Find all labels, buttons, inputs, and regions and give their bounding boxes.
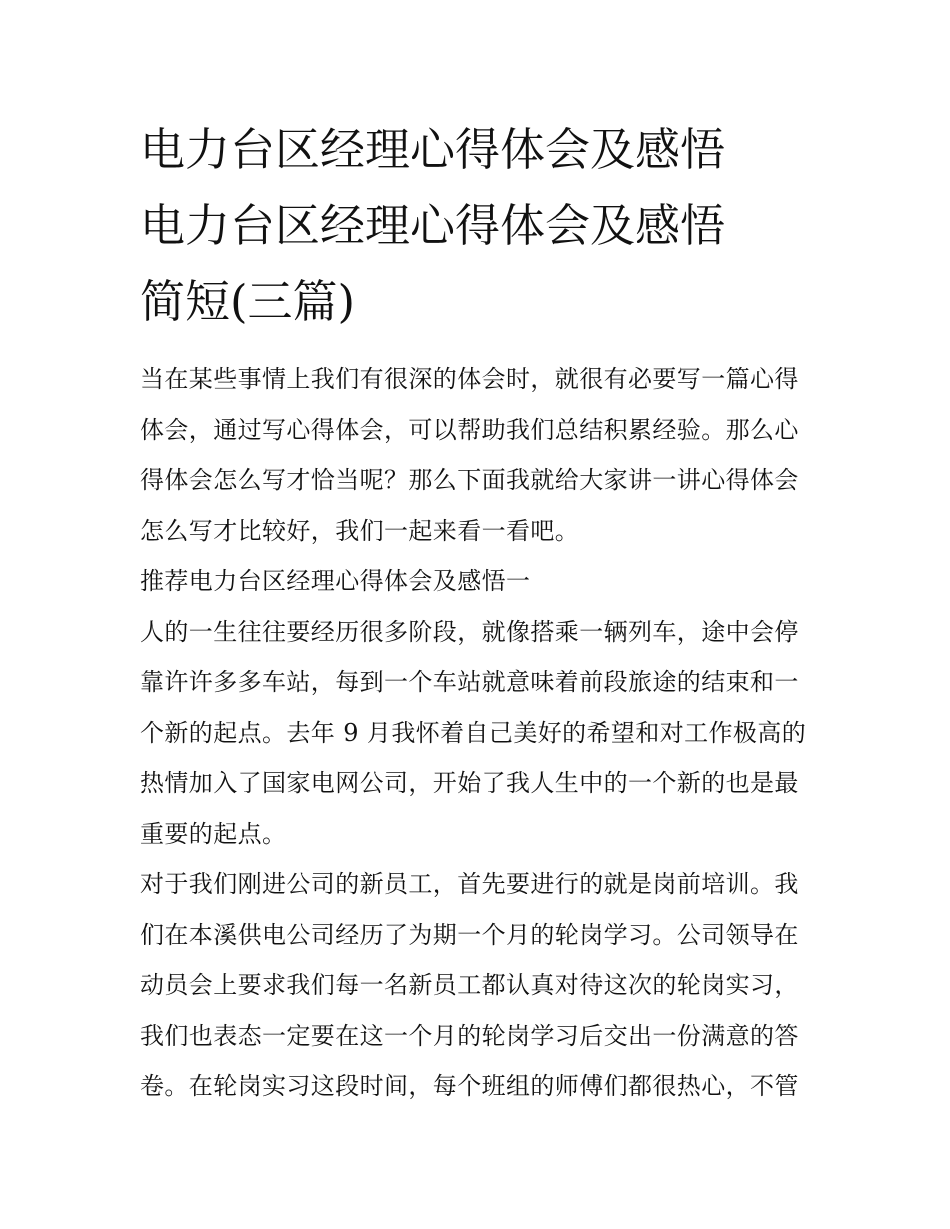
text-line: 对于我们刚进公司的新员工，首先要进行的就是岗前培训。我 <box>140 870 799 898</box>
text-line: 怎么写才比较好，我们一起来看一看吧。 <box>140 516 580 545</box>
body-paragraph <box>140 859 815 1112</box>
title-line: 电力台区经理心得体会及感悟 <box>140 123 726 176</box>
intro-paragraph <box>140 354 815 556</box>
text-line: 当在某些事情上我们有很深的体会时，就很有必要写一篇心得 <box>140 365 799 393</box>
document-title <box>140 112 815 340</box>
text-line: 动员会上要求我们每一名新员工都认真对待这次的轮岗实习， <box>140 971 799 999</box>
text-line: 们在本溪供电公司经历了为期一个月的轮岗学习。公司领导在 <box>140 920 799 949</box>
title-line: 简短(三篇) <box>140 275 356 328</box>
text-line: 推荐电力台区经理心得体会及感悟一 <box>140 567 531 595</box>
text-line: 卷。在轮岗实习这段时间，每个班组的师傅们都很热心，不管 <box>140 1072 799 1100</box>
document-page <box>140 112 815 1112</box>
text-line: 热情加入了国家电网公司，开始了我人生中的一个新的也是最 <box>140 769 799 797</box>
text-line: 个新的起点。去年 9 月我怀着自己美好的希望和对工作极高的 <box>140 718 807 747</box>
text-line: 人的一生往往要经历很多阶段，就像搭乘一辆列车，途中会停 <box>140 617 799 646</box>
text-line: 我们也表态一定要在这一个月的轮岗学习后交出一份满意的答 <box>140 1021 799 1050</box>
text-line: 得体会怎么写才恰当呢？那么下面我就给大家讲一讲心得体会 <box>140 466 799 494</box>
text-line: 重要的起点。 <box>140 819 287 848</box>
title-line: 电力台区经理心得体会及感悟 <box>140 199 726 252</box>
section-heading <box>140 556 815 607</box>
text-line: 靠许许多多车站，每到一个车站就意味着前段旅途的结束和一 <box>140 668 799 696</box>
body-paragraph <box>140 607 815 860</box>
document-body <box>140 354 815 1112</box>
text-line: 体会，通过写心得体会，可以帮助我们总结积累经验。那么心 <box>140 415 799 444</box>
